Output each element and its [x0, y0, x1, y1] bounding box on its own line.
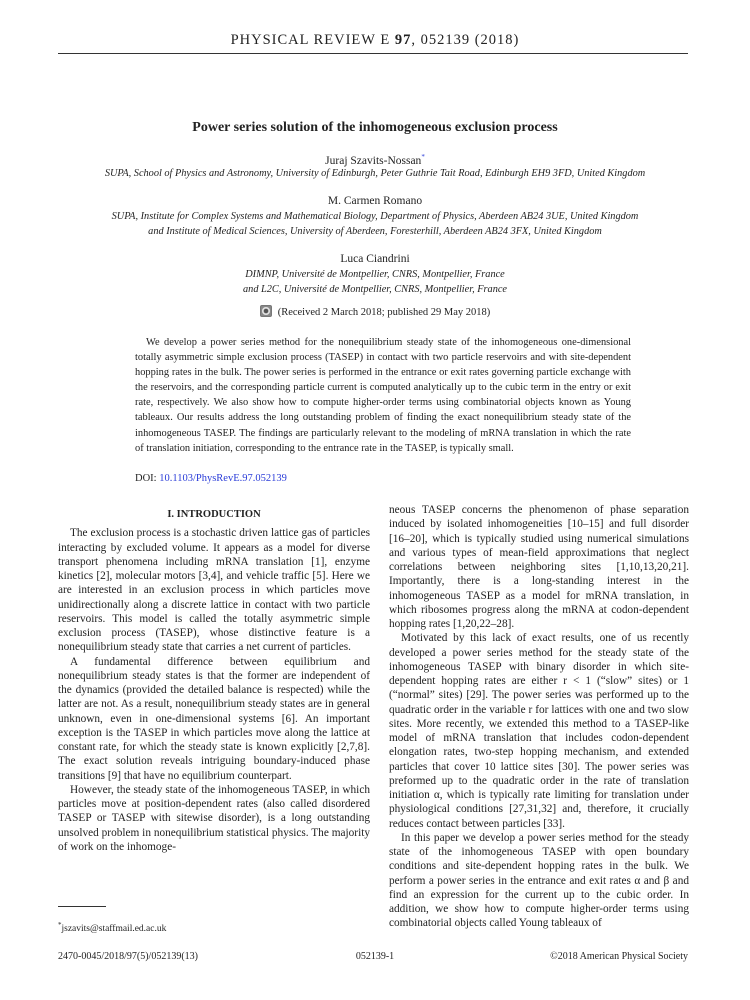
footnote-rule: [58, 906, 106, 907]
footer-issn: 2470-0045/2018/97(5)/052139(13): [58, 951, 198, 962]
crossmark-icon[interactable]: [260, 305, 272, 317]
paragraph: However, the steady state of the inhomogeneous TASEP, in which particles move at position-dependent rates (also called disordered TASEP or TASEP with sitewise disorder), is a long outstanding unsolved problem in nonequilibrium statistical physics. The majority of work on the inhomoge-: [58, 783, 370, 853]
received-dates: [0, 305, 750, 318]
footnote-mark: *: [58, 921, 62, 929]
author-name: Luca Ciandrini: [340, 253, 410, 265]
footnote-mark[interactable]: *: [421, 153, 425, 161]
right-column: [389, 503, 689, 931]
affiliation: and L2C, Université de Montpellier, CNRS, Montpellier, France: [243, 284, 507, 295]
header-rule: [58, 53, 688, 54]
doi-label: DOI:: [135, 473, 160, 484]
affiliation: SUPA, Institute for Complex Systems and Mathematical Biology, Department of Physics, Aberdeen AB24 3UE, United Kingdom: [111, 211, 639, 222]
section-heading: I. INTRODUCTION: [167, 509, 261, 520]
abstract: We develop a power series method for the nonequilibrium steady state of the inhomogeneous one-dimensional totally asymmetric simple exclusion process (TASEP) in contact with two particle reservoirs and with site-dependent hopping rates in the bulk. The power series is performed in the entrance or exit rates governing particle exchange with the reservoirs, and the corresponding particle current is computed analytically up to the cubic term in the entry or exit rate, respectively. We also show how to compute higher-order terms using combinatorial objects known as Young tableaux. Our results address the long outstanding problem of finding the exact nonequilibrium steady state of the inhomogeneous TASEP. The findings are particularly relevant to the modeling of mRNA translation in which the rate of translation initiation, corresponding to the entrance rate in the TASEP, is typically small.: [135, 337, 631, 454]
paragraph: Motivated by this lack of exact results, one of us recently developed a power series method for the steady state of the inhomogeneous TASEP with binary disorder in which site-dependent hopping rates are either r < 1 (“slow” sites) or 1 (“normal” sites) [29]. The power series was performed up to the quadratic order in the variable r for lattices with one and two slow sites. More recently, we extended this method to a TASEP-like model of mRNA translation that includes codon-dependent elongation rates, two-step hopping mechanism, and extended particles that cover 10 lattice sites [30]. The power series was preformed up to the quadratic order in the rate of translation initiation α, which is typically rate limiting for translation under physiological conditions [27,31,32] and, therefore, it crucially reduces contact between particles [33].: [389, 632, 689, 830]
journal-header: [0, 32, 750, 49]
journal-name: PHYSICAL REVIEW E: [230, 32, 395, 48]
paragraph: The exclusion process is a stochastic driven lattice gas of particles interacting by excluded volume. It appears as a model for diverse transport phenomena including mRNA translation [1], enzyme kinetics [2], molecular motors [3,4], and vehicle traffic [5]. Here we are interested in an exclusion process in which particles move unidirectionally along a discrete lattice in contact with two particle reservoirs. This model is called the totally asymmetric simple exclusion process (TASEP), whose distinctive feature is a nonequilibrium steady state that carries a net current of particles.: [58, 527, 370, 654]
journal-volume: 97: [394, 32, 412, 48]
footer-page-number: 052139-1: [355, 951, 395, 962]
doi-link[interactable]: 10.1103/PhysRevE.97.052139: [159, 473, 287, 484]
paragraph: In this paper we develop a power series method for the steady state of the inhomogeneous TASEP with open boundary conditions and site-dependent hopping rates in the bulk. We perform a power series in the entrance and exit rates α and β and find an expression for the current up to the cubic order. In addition, we show how to compute higher-order terms using combinatorial objects called Young tableaux of: [389, 831, 689, 930]
left-column: [58, 508, 370, 854]
author-name: Juraj Szavits-Nossan*: [325, 153, 425, 167]
affiliation: DIMNP, Université de Montpellier, CNRS, Montpellier, France: [245, 269, 505, 280]
author-name: M. Carmen Romano: [327, 195, 423, 207]
footnote-email: jszavits@staffmail.ed.ac.uk: [61, 924, 167, 935]
footnote: [58, 921, 166, 934]
journal-article: , 052139 (2018): [411, 32, 520, 48]
paper-title: Power series solution of the inhomogeneous exclusion process: [192, 120, 558, 135]
affiliation: SUPA, School of Physics and Astronomy, University of Edinburgh, Peter Guthrie Tait Road, Edinburgh EH9 3FD, United Kingdom: [104, 168, 646, 179]
doi: [135, 473, 287, 484]
affiliation: and Institute of Medical Sciences, University of Aberdeen, Foresterhill, Aberdeen AB24 3FX, United Kingdom: [148, 226, 602, 237]
received-text: (Received 2 March 2018; published 29 May 2018): [277, 307, 491, 318]
footer-copyright: ©2018 American Physical Society: [550, 951, 688, 962]
paragraph: A fundamental difference between equilibrium and nonequilibrium steady states is that the former are independent of the dynamics (provided the detailed balance is respected) while the latter are not. As a result, nonequilibrium steady states are in general unknown, even in one-dimensional systems [6]. An important exception is the TASEP in which particles move along the lattice at constant rate, for which the steady state is known explicitly [2,7,8]. The exact solution reveals intriguing boundary-induced phase transitions [9] that have no equilibrium counterpart.: [58, 655, 370, 782]
paragraph: neous TASEP concerns the phenomenon of phase separation induced by isolated inhomogeneities [10–15] and full disorder [16–20], which is typically studied using numerical simulations and various types of mean-field approximations that neglect correlations between neighboring sites [1,10,13,20,21]. Importantly, there is a long-standing interest in the inhomogeneous TASEP as a model for mRNA translation, in which ribosomes progress along the mRNA at codon-dependent hopping rates [1,20,22–28].: [389, 504, 689, 630]
